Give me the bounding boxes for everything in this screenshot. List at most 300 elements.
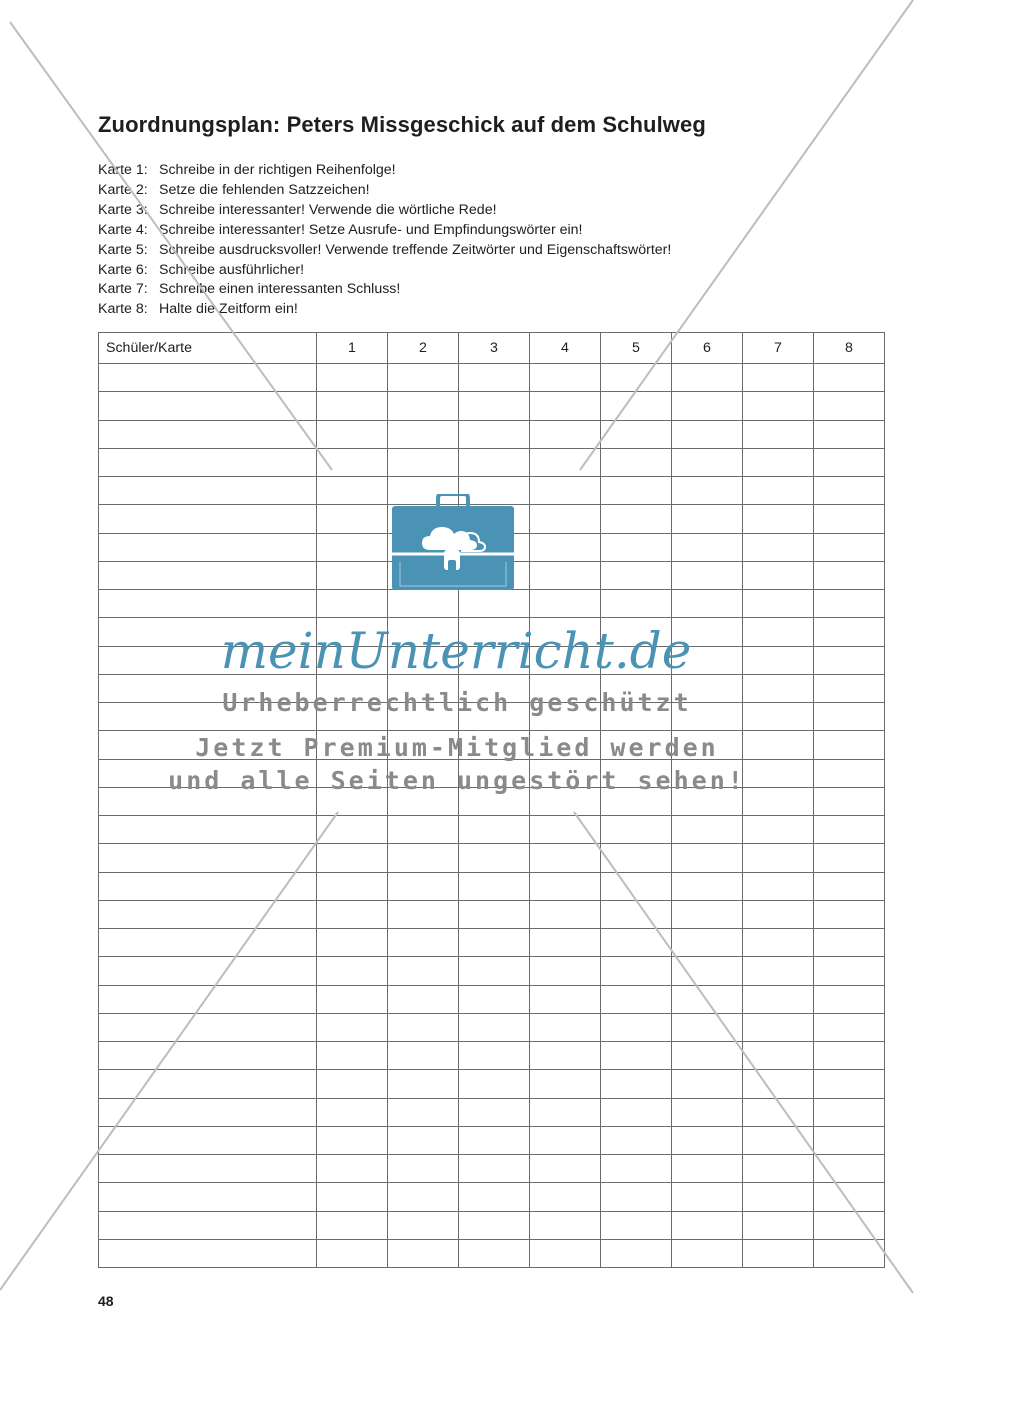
card-cell[interactable] <box>814 731 885 759</box>
student-name-cell[interactable] <box>99 364 317 392</box>
card-cell[interactable] <box>672 1183 743 1211</box>
card-cell[interactable] <box>388 787 459 815</box>
card-cell[interactable] <box>388 533 459 561</box>
card-cell[interactable] <box>530 816 601 844</box>
card-cell[interactable] <box>672 420 743 448</box>
card-cell[interactable] <box>459 816 530 844</box>
card-cell[interactable] <box>530 900 601 928</box>
instruction-text: Schreibe einen interessanten Schluss! <box>159 281 401 298</box>
card-cell[interactable] <box>388 1155 459 1183</box>
card-cell[interactable] <box>459 477 530 505</box>
card-cell[interactable] <box>672 731 743 759</box>
card-cell[interactable] <box>814 844 885 872</box>
table-row <box>99 844 885 872</box>
card-cell[interactable] <box>601 1042 672 1070</box>
card-cell[interactable] <box>601 929 672 957</box>
card-cell[interactable] <box>530 1070 601 1098</box>
card-cell[interactable] <box>743 1126 814 1154</box>
card-cell[interactable] <box>672 929 743 957</box>
card-cell[interactable] <box>743 618 814 646</box>
card-cell[interactable] <box>388 816 459 844</box>
card-cell[interactable] <box>459 505 530 533</box>
card-cell[interactable] <box>743 731 814 759</box>
card-cell[interactable] <box>814 900 885 928</box>
student-name-cell[interactable] <box>99 1013 317 1041</box>
card-cell[interactable] <box>530 364 601 392</box>
card-cell[interactable] <box>814 1126 885 1154</box>
card-cell[interactable] <box>317 900 388 928</box>
card-cell[interactable] <box>601 477 672 505</box>
card-cell[interactable] <box>743 646 814 674</box>
card-cell[interactable] <box>814 618 885 646</box>
student-name-cell[interactable] <box>99 1098 317 1126</box>
card-cell[interactable] <box>743 957 814 985</box>
card-cell[interactable] <box>459 1155 530 1183</box>
student-name-cell[interactable] <box>99 844 317 872</box>
card-cell[interactable] <box>459 646 530 674</box>
card-cell[interactable] <box>814 364 885 392</box>
card-cell[interactable] <box>317 703 388 731</box>
card-cell[interactable] <box>743 1239 814 1267</box>
card-cell[interactable] <box>459 1126 530 1154</box>
card-cell[interactable] <box>459 420 530 448</box>
card-cell[interactable] <box>388 703 459 731</box>
card-cell[interactable] <box>388 957 459 985</box>
card-cell[interactable] <box>388 1183 459 1211</box>
card-cell[interactable] <box>317 731 388 759</box>
card-cell[interactable] <box>459 590 530 618</box>
card-cell[interactable] <box>672 816 743 844</box>
card-cell[interactable] <box>459 448 530 476</box>
student-name-cell[interactable] <box>99 674 317 702</box>
card-cell[interactable] <box>459 1211 530 1239</box>
card-cell[interactable] <box>601 1211 672 1239</box>
card-cell[interactable] <box>459 1013 530 1041</box>
card-cell[interactable] <box>459 1042 530 1070</box>
card-cell[interactable] <box>814 1013 885 1041</box>
student-name-cell[interactable] <box>99 703 317 731</box>
card-cell[interactable] <box>459 900 530 928</box>
card-cell[interactable] <box>814 1211 885 1239</box>
card-cell[interactable] <box>388 618 459 646</box>
student-name-cell[interactable] <box>99 1126 317 1154</box>
card-cell[interactable] <box>601 392 672 420</box>
card-cell[interactable] <box>814 646 885 674</box>
card-cell[interactable] <box>317 448 388 476</box>
card-cell[interactable] <box>814 816 885 844</box>
card-cell[interactable] <box>388 448 459 476</box>
card-cell[interactable] <box>672 1042 743 1070</box>
card-cell[interactable] <box>672 957 743 985</box>
card-cell[interactable] <box>814 929 885 957</box>
card-cell[interactable] <box>459 1239 530 1267</box>
card-cell[interactable] <box>814 1098 885 1126</box>
card-cell[interactable] <box>601 1126 672 1154</box>
card-cell[interactable] <box>672 1126 743 1154</box>
card-cell[interactable] <box>743 533 814 561</box>
card-cell[interactable] <box>530 759 601 787</box>
table-row <box>99 703 885 731</box>
card-cell[interactable] <box>672 703 743 731</box>
card-cell[interactable] <box>388 759 459 787</box>
card-cell[interactable] <box>530 448 601 476</box>
card-cell[interactable] <box>459 787 530 815</box>
card-cell[interactable] <box>530 533 601 561</box>
card-cell[interactable] <box>388 900 459 928</box>
card-cell[interactable] <box>743 1098 814 1126</box>
card-cell[interactable] <box>743 816 814 844</box>
card-cell[interactable] <box>317 618 388 646</box>
card-cell[interactable] <box>317 872 388 900</box>
card-cell[interactable] <box>601 590 672 618</box>
card-cell[interactable] <box>388 1126 459 1154</box>
card-cell[interactable] <box>672 1239 743 1267</box>
card-cell[interactable] <box>317 759 388 787</box>
card-cell[interactable] <box>743 590 814 618</box>
card-cell[interactable] <box>388 872 459 900</box>
card-cell[interactable] <box>814 533 885 561</box>
card-cell[interactable] <box>459 731 530 759</box>
card-cell[interactable] <box>743 703 814 731</box>
card-cell[interactable] <box>388 646 459 674</box>
card-cell[interactable] <box>672 618 743 646</box>
card-cell[interactable] <box>672 364 743 392</box>
card-cell[interactable] <box>317 420 388 448</box>
card-cell[interactable] <box>814 590 885 618</box>
card-cell[interactable] <box>530 590 601 618</box>
student-name-cell[interactable] <box>99 505 317 533</box>
card-cell[interactable] <box>601 646 672 674</box>
card-cell[interactable] <box>530 1126 601 1154</box>
card-cell[interactable] <box>743 759 814 787</box>
card-cell[interactable] <box>672 900 743 928</box>
card-cell[interactable] <box>317 646 388 674</box>
student-name-cell[interactable] <box>99 731 317 759</box>
card-cell[interactable] <box>672 533 743 561</box>
card-cell[interactable] <box>601 731 672 759</box>
card-cell[interactable] <box>388 420 459 448</box>
card-cell[interactable] <box>459 1070 530 1098</box>
card-cell[interactable] <box>530 646 601 674</box>
card-cell[interactable] <box>530 618 601 646</box>
card-cell[interactable] <box>672 1155 743 1183</box>
column-header-card-4: 4 <box>530 333 601 364</box>
card-cell[interactable] <box>317 929 388 957</box>
student-name-cell[interactable] <box>99 985 317 1013</box>
student-name-cell[interactable] <box>99 759 317 787</box>
table-row <box>99 900 885 928</box>
student-name-cell[interactable] <box>99 420 317 448</box>
card-cell[interactable] <box>388 844 459 872</box>
card-cell[interactable] <box>672 590 743 618</box>
card-cell[interactable] <box>317 561 388 589</box>
card-cell[interactable] <box>814 505 885 533</box>
card-cell[interactable] <box>601 844 672 872</box>
student-name-cell[interactable] <box>99 477 317 505</box>
card-cell[interactable] <box>388 985 459 1013</box>
card-cell[interactable] <box>530 561 601 589</box>
card-cell[interactable] <box>672 561 743 589</box>
card-cell[interactable] <box>814 787 885 815</box>
card-cell[interactable] <box>601 1098 672 1126</box>
card-cell[interactable] <box>388 731 459 759</box>
card-cell[interactable] <box>459 533 530 561</box>
card-cell[interactable] <box>672 674 743 702</box>
card-cell[interactable] <box>317 1155 388 1183</box>
card-cell[interactable] <box>814 392 885 420</box>
card-cell[interactable] <box>459 929 530 957</box>
card-cell[interactable] <box>530 1155 601 1183</box>
card-cell[interactable] <box>743 1070 814 1098</box>
card-cell[interactable] <box>601 872 672 900</box>
card-cell[interactable] <box>814 477 885 505</box>
card-cell[interactable] <box>388 392 459 420</box>
card-cell[interactable] <box>743 1155 814 1183</box>
card-cell[interactable] <box>388 1239 459 1267</box>
card-cell[interactable] <box>601 816 672 844</box>
card-cell[interactable] <box>814 957 885 985</box>
instruction-text: Schreibe ausdrucksvoller! Verwende treffende Zeitwörter und Eigenschaftswörter! <box>159 241 672 258</box>
card-cell[interactable] <box>530 985 601 1013</box>
column-header-card-3: 3 <box>459 333 530 364</box>
card-cell[interactable] <box>814 1183 885 1211</box>
card-cell[interactable] <box>601 674 672 702</box>
card-cell[interactable] <box>459 1098 530 1126</box>
student-name-cell[interactable] <box>99 816 317 844</box>
student-name-cell[interactable] <box>99 787 317 815</box>
card-cell[interactable] <box>459 674 530 702</box>
table-row <box>99 618 885 646</box>
card-cell[interactable] <box>530 703 601 731</box>
card-cell[interactable] <box>743 929 814 957</box>
card-cell[interactable] <box>530 1211 601 1239</box>
card-cell[interactable] <box>601 420 672 448</box>
card-cell[interactable] <box>814 1155 885 1183</box>
card-cell[interactable] <box>459 561 530 589</box>
card-cell[interactable] <box>743 1183 814 1211</box>
card-cell[interactable] <box>601 985 672 1013</box>
card-cell[interactable] <box>459 703 530 731</box>
card-cell[interactable] <box>388 505 459 533</box>
card-cell[interactable] <box>814 561 885 589</box>
card-cell[interactable] <box>317 477 388 505</box>
card-cell[interactable] <box>672 872 743 900</box>
card-cell[interactable] <box>814 985 885 1013</box>
card-cell[interactable] <box>530 957 601 985</box>
student-name-cell[interactable] <box>99 1183 317 1211</box>
card-cell[interactable] <box>388 1070 459 1098</box>
card-cell[interactable] <box>601 533 672 561</box>
card-cell[interactable] <box>388 1211 459 1239</box>
card-cell[interactable] <box>743 477 814 505</box>
card-cell[interactable] <box>814 674 885 702</box>
student-name-cell[interactable] <box>99 448 317 476</box>
card-cell[interactable] <box>317 1042 388 1070</box>
card-cell[interactable] <box>672 477 743 505</box>
card-cell[interactable] <box>601 618 672 646</box>
card-cell[interactable] <box>672 1013 743 1041</box>
student-name-cell[interactable] <box>99 1239 317 1267</box>
student-name-cell[interactable] <box>99 957 317 985</box>
card-cell[interactable] <box>672 759 743 787</box>
card-cell[interactable] <box>530 477 601 505</box>
card-cell[interactable] <box>743 674 814 702</box>
card-cell[interactable] <box>459 392 530 420</box>
card-cell[interactable] <box>459 844 530 872</box>
table-row <box>99 985 885 1013</box>
card-cell[interactable] <box>672 1070 743 1098</box>
card-cell[interactable] <box>601 1070 672 1098</box>
card-cell[interactable] <box>743 900 814 928</box>
card-cell[interactable] <box>530 392 601 420</box>
card-cell[interactable] <box>317 1070 388 1098</box>
card-cell[interactable] <box>601 1155 672 1183</box>
card-cell[interactable] <box>743 561 814 589</box>
card-cell[interactable] <box>317 985 388 1013</box>
card-cell[interactable] <box>672 1098 743 1126</box>
instruction-item <box>98 221 671 241</box>
student-name-cell[interactable] <box>99 900 317 928</box>
student-name-cell[interactable] <box>99 1070 317 1098</box>
card-cell[interactable] <box>459 759 530 787</box>
table-body <box>99 364 885 1268</box>
card-cell[interactable] <box>317 1183 388 1211</box>
card-cell[interactable] <box>317 957 388 985</box>
card-cell[interactable] <box>459 872 530 900</box>
card-cell[interactable] <box>814 1239 885 1267</box>
card-cell[interactable] <box>743 448 814 476</box>
card-cell[interactable] <box>672 392 743 420</box>
student-name-cell[interactable] <box>99 872 317 900</box>
student-name-cell[interactable] <box>99 392 317 420</box>
card-cell[interactable] <box>601 900 672 928</box>
card-cell[interactable] <box>459 1183 530 1211</box>
card-cell[interactable] <box>530 1013 601 1041</box>
card-cell[interactable] <box>530 844 601 872</box>
card-cell[interactable] <box>317 816 388 844</box>
card-cell[interactable] <box>814 872 885 900</box>
student-name-cell[interactable] <box>99 1155 317 1183</box>
card-cell[interactable] <box>672 787 743 815</box>
card-cell[interactable] <box>317 364 388 392</box>
card-cell[interactable] <box>530 731 601 759</box>
card-cell[interactable] <box>814 1042 885 1070</box>
card-cell[interactable] <box>388 477 459 505</box>
card-cell[interactable] <box>317 787 388 815</box>
card-cell[interactable] <box>814 448 885 476</box>
card-cell[interactable] <box>530 787 601 815</box>
card-cell[interactable] <box>388 364 459 392</box>
card-cell[interactable] <box>388 1013 459 1041</box>
card-cell[interactable] <box>317 674 388 702</box>
card-cell[interactable] <box>601 787 672 815</box>
card-cell[interactable] <box>530 1239 601 1267</box>
card-cell[interactable] <box>530 420 601 448</box>
card-cell[interactable] <box>601 1183 672 1211</box>
card-cell[interactable] <box>743 872 814 900</box>
card-cell[interactable] <box>743 505 814 533</box>
student-name-cell[interactable] <box>99 618 317 646</box>
card-cell[interactable] <box>530 1183 601 1211</box>
card-cell[interactable] <box>317 1013 388 1041</box>
table-row <box>99 533 885 561</box>
student-name-cell[interactable] <box>99 929 317 957</box>
card-cell[interactable] <box>672 646 743 674</box>
card-cell[interactable] <box>459 364 530 392</box>
card-cell[interactable] <box>672 844 743 872</box>
card-cell[interactable] <box>530 505 601 533</box>
card-cell[interactable] <box>601 448 672 476</box>
card-cell[interactable] <box>814 1070 885 1098</box>
card-cell[interactable] <box>743 985 814 1013</box>
card-cell[interactable] <box>601 703 672 731</box>
card-cell[interactable] <box>388 590 459 618</box>
card-cell[interactable] <box>601 1013 672 1041</box>
card-cell[interactable] <box>388 1042 459 1070</box>
card-cell[interactable] <box>317 844 388 872</box>
card-cell[interactable] <box>814 703 885 731</box>
card-cell[interactable] <box>743 420 814 448</box>
card-cell[interactable] <box>743 392 814 420</box>
card-cell[interactable] <box>601 1239 672 1267</box>
card-cell[interactable] <box>601 957 672 985</box>
card-cell[interactable] <box>743 1211 814 1239</box>
card-cell[interactable] <box>388 929 459 957</box>
student-name-cell[interactable] <box>99 590 317 618</box>
card-cell[interactable] <box>317 590 388 618</box>
card-cell[interactable] <box>743 844 814 872</box>
student-name-cell[interactable] <box>99 646 317 674</box>
student-name-cell[interactable] <box>99 1042 317 1070</box>
student-name-cell[interactable] <box>99 561 317 589</box>
card-cell[interactable] <box>672 448 743 476</box>
card-cell[interactable] <box>317 1211 388 1239</box>
card-cell[interactable] <box>814 759 885 787</box>
card-cell[interactable] <box>459 618 530 646</box>
card-cell[interactable] <box>814 420 885 448</box>
card-cell[interactable] <box>317 533 388 561</box>
card-cell[interactable] <box>530 1042 601 1070</box>
card-cell[interactable] <box>672 985 743 1013</box>
card-cell[interactable] <box>601 364 672 392</box>
card-cell[interactable] <box>530 674 601 702</box>
card-cell[interactable] <box>317 392 388 420</box>
card-cell[interactable] <box>530 1098 601 1126</box>
card-cell[interactable] <box>672 505 743 533</box>
card-cell[interactable] <box>743 787 814 815</box>
card-cell[interactable] <box>388 561 459 589</box>
card-cell[interactable] <box>317 1239 388 1267</box>
card-cell[interactable] <box>743 1013 814 1041</box>
student-name-cell[interactable] <box>99 1211 317 1239</box>
card-cell[interactable] <box>459 985 530 1013</box>
card-cell[interactable] <box>317 505 388 533</box>
student-name-cell[interactable] <box>99 533 317 561</box>
card-cell[interactable] <box>743 364 814 392</box>
card-cell[interactable] <box>601 505 672 533</box>
card-cell[interactable] <box>459 957 530 985</box>
card-cell[interactable] <box>388 674 459 702</box>
card-cell[interactable] <box>388 1098 459 1126</box>
card-cell[interactable] <box>601 561 672 589</box>
card-cell[interactable] <box>317 1126 388 1154</box>
card-cell[interactable] <box>672 1211 743 1239</box>
card-cell[interactable] <box>530 872 601 900</box>
card-cell[interactable] <box>530 929 601 957</box>
card-cell[interactable] <box>317 1098 388 1126</box>
card-cell[interactable] <box>601 759 672 787</box>
card-cell[interactable] <box>743 1042 814 1070</box>
